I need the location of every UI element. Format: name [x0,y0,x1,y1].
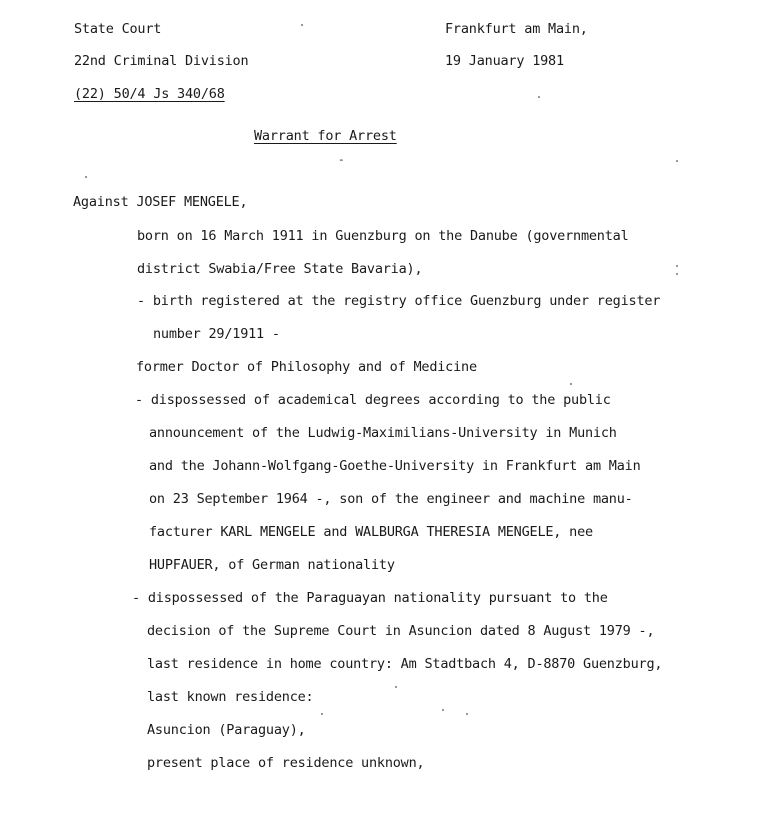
body-line: announcement of the Ludwig-Maximilians-University in Munich [149,425,617,441]
body-line: number 29/1911 - [153,326,280,342]
body-line: - dispossessed of the Paraguayan nationality pursuant to the [132,590,608,606]
scan-speck [676,265,678,267]
body-line: HUPFAUER, of German nationality [149,557,395,573]
scan-speck [570,383,572,385]
scan-speck [538,96,540,98]
title-dash: - [338,153,345,166]
body-line: on 23 September 1964 -, son of the engineer and machine manu- [149,491,633,507]
court-name: State Court [74,21,162,37]
body-line: born on 16 March 1911 in Guenzburg on the Danube (governmental [137,228,629,244]
scan-speck [676,160,678,162]
scan-speck [676,273,678,275]
body-line: - dispossessed of academical degrees according to the public [135,392,611,408]
body-line: present place of residence unknown, [147,755,425,771]
body-line: decision of the Supreme Court in Asuncion dated 8 August 1979 -, [147,623,655,639]
scan-speck [395,686,397,688]
document-place: Frankfurt am Main, [445,21,588,37]
document-date: 19 January 1981 [445,53,564,69]
body-line: - birth registered at the registry office Guenzburg under register [137,293,661,309]
scan-speck [442,709,444,711]
scan-speck [466,713,468,715]
body-line: facturer KARL MENGELE and WALBURGA THERESIA MENGELE, nee [149,524,593,540]
scan-speck [321,713,323,715]
body-line: last known residence: [147,689,314,705]
court-division: 22nd Criminal Division [74,53,249,69]
body-line: Asuncion (Paraguay), [147,722,306,738]
body-line: former Doctor of Philosophy and of Medicine [136,359,477,375]
scan-speck [301,24,303,26]
body-line: district Swabia/Free State Bavaria), [137,261,423,277]
body-line: last residence in home country: Am Stadtbach 4, D-8870 Guenzburg, [147,656,663,672]
body-line: and the Johann-Wolfgang-Goethe-University in Frankfurt am Main [149,458,641,474]
against-line: Against JOSEF MENGELE, [73,194,248,210]
scan-speck [85,176,87,178]
case-reference: (22) 50/4 Js 340/68 [74,86,225,102]
document-title: Warrant for Arrest [254,128,397,144]
